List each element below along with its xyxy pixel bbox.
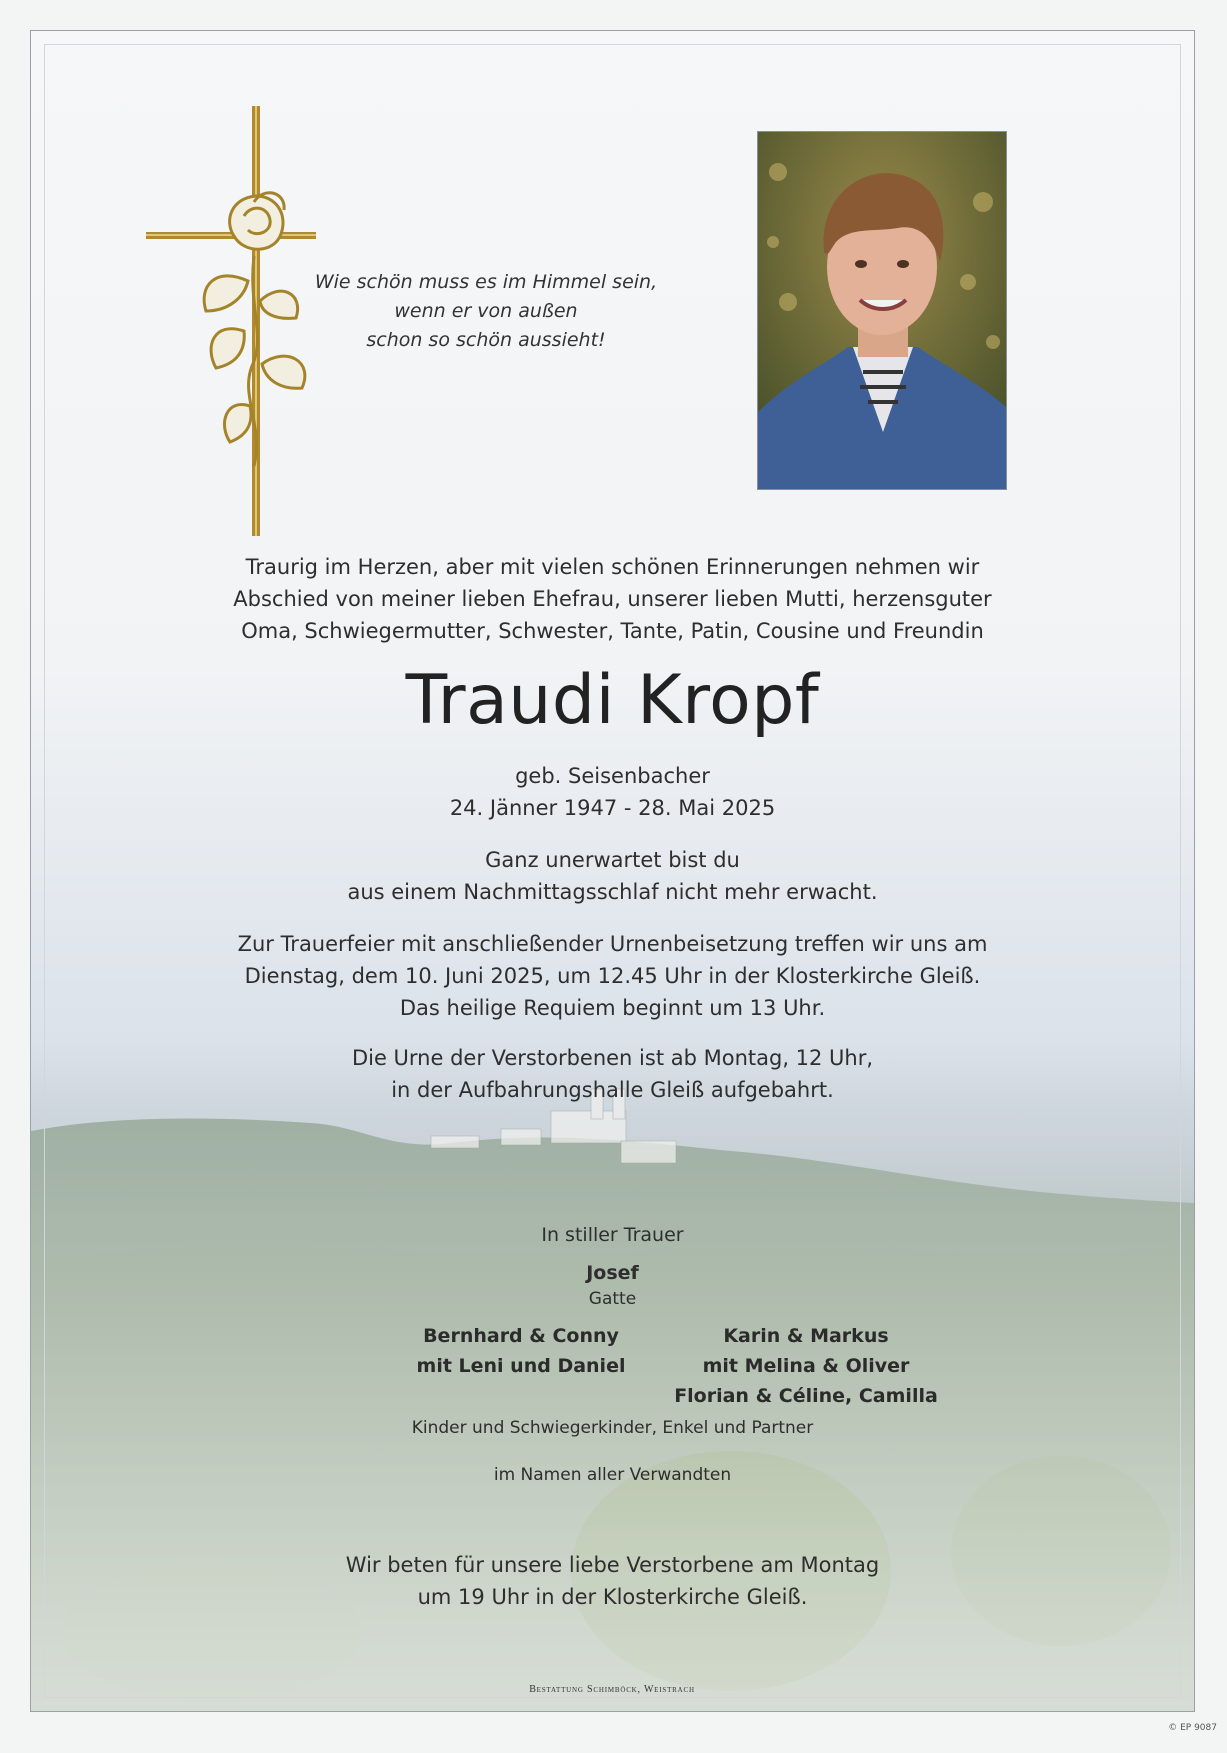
mourner-line: Florian & Céline, Camilla — [674, 1385, 938, 1407]
deceased-name: Traudi Kropf — [405, 661, 820, 740]
ceremony-line: Das heilige Requiem beginnt um 13 Uhr. — [399, 996, 826, 1020]
quote-line: schon so schön aussieht! — [366, 329, 606, 351]
memorial-quote — [281, 268, 691, 355]
urn-line: in der Aufbahrungshalle Gleiß aufgebahrt. — [391, 1078, 834, 1102]
relations-line: Kinder und Schwiegerkinder, Enkel und Partner — [411, 1418, 814, 1438]
deceased-details — [111, 760, 1114, 824]
prayer-info — [111, 1549, 1114, 1613]
mourners-left-column — [381, 1321, 661, 1381]
portrait-photo — [757, 131, 1007, 490]
spouse-role: Gatte — [588, 1289, 637, 1309]
portrait-image — [758, 132, 1006, 489]
copyright-note: © EP 9087 — [1168, 1723, 1217, 1733]
mourners-right-column — [646, 1321, 966, 1411]
mourner-line: Bernhard & Conny — [423, 1325, 619, 1347]
quote-line: wenn er von außen — [394, 300, 578, 322]
intro-paragraph — [111, 551, 1114, 647]
all-relatives-line: im Namen aller Verwandten — [493, 1465, 732, 1485]
life-dates: 24. Jänner 1947 - 28. Mai 2025 — [449, 796, 776, 820]
mourner-line: mit Leni und Daniel — [416, 1355, 626, 1377]
quote-line: Wie schön muss es im Himmel sein, — [314, 271, 658, 293]
ceremony-line: Zur Trauerfeier mit anschließender Urnenbeisetzung treffen wir uns am — [237, 932, 988, 956]
mourners-heading: In stiller Trauer — [541, 1224, 684, 1246]
intro-line: Oma, Schwiegermutter, Schwester, Tante, Patin, Cousine und Freundin — [241, 619, 984, 643]
prayer-line: Wir beten für unsere liebe Verstorbene am Montag — [345, 1553, 880, 1577]
ceremony-info — [111, 928, 1114, 1024]
note-line: aus einem Nachmittagsschlaf nicht mehr erwacht. — [347, 880, 878, 904]
spouse-name: Josef — [586, 1262, 639, 1284]
urn-info — [111, 1042, 1114, 1106]
mourner-line: Karin & Markus — [723, 1325, 889, 1347]
obituary-card — [30, 30, 1195, 1712]
ceremony-line: Dienstag, dem 10. Juni 2025, um 12.45 Uhr in der Klosterkirche Gleiß. — [244, 964, 981, 988]
mourner-line: mit Melina & Oliver — [702, 1355, 910, 1377]
death-note — [111, 844, 1114, 908]
note-line: Ganz unerwartet bist du — [485, 848, 740, 872]
intro-line: Abschied von meiner lieben Ehefrau, unserer lieben Mutti, herzensguter — [233, 587, 992, 611]
funeral-home-footer: Bestattung Schimböck, Weistrach — [529, 1684, 695, 1695]
intro-line: Traurig im Herzen, aber mit vielen schönen Erinnerungen nehmen wir — [245, 555, 980, 579]
prayer-line: um 19 Uhr in der Klosterkirche Gleiß. — [417, 1585, 808, 1609]
birth-name: geb. Seisenbacher — [515, 764, 710, 788]
urn-line: Die Urne der Verstorbenen ist ab Montag, 12 Uhr, — [351, 1046, 874, 1070]
